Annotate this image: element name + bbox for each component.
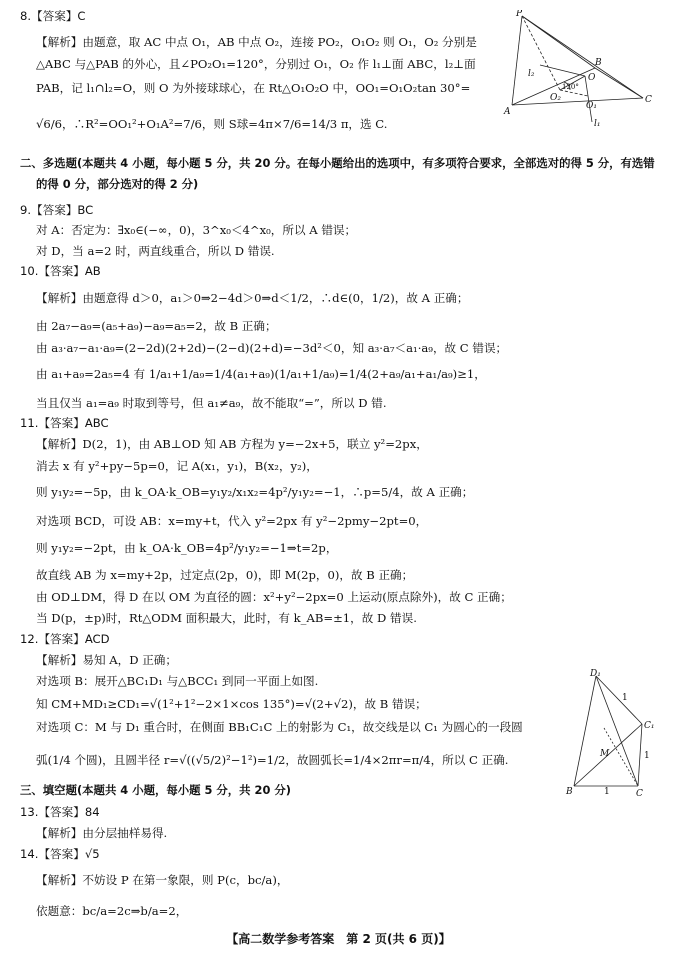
fig1-label-a: A [504,107,511,117]
q9-answer: 9.【答案】BC [20,203,94,217]
q14-analysis-line2: 依题意：bc/a=2c⇒b/a=2， [36,904,188,918]
q8-analysis-line3: PAB，记 l₁∩l₂=O，则 O 为外接球球心，在 Rt△O₁O₂O 中，OO₁=O₁O₂tan 30°= [36,81,471,95]
q10-answer: 10.【答案】AB [20,264,101,278]
q12-analysis-line3: 知 CM+MD₁≥CD₁=√(1²+1²−2×1×cos 135°)=√(2+√2)，故 B 错误； [36,697,427,711]
fig2-label-c1: C₁ [644,721,655,731]
q10-analysis-line3: 由 a₃·a₇−a₁·a₉=(2−2d)(2+2d)−(2−d)(2+d)=−3d²＜0，知 a₃·a₇＜a₁·a₉，故 C 错误； [36,341,508,355]
q11-analysis-line3: 则 y₁y₂=−5p，由 k_OA·k_OB=y₁y₂/x₁x₂=4p²/y₁y₂=−1，∴p=5/4，故 A 正确； [36,485,474,499]
q12-analysis-line1: 【解析】易知 A，D 正确； [36,653,177,667]
fig1-label-p: P [516,10,523,19]
fig1-label-l1: l₁ [594,119,601,129]
fig1-label-o: O [588,73,596,83]
q8-analysis-line4: √6/6，∴R²=OO₁²+O₁A²=7/6，则 S球=4π×7/6=14/3 π，选 C. [36,117,388,131]
page-footer: 【高二数学参考答案 第 2 页(共 6 页)】 [226,932,451,946]
fig1-label-o2: O₂ [550,93,561,103]
fig1-label-c: C [645,95,652,105]
q9-line2: 对 D，当 a=2 时，两直线重合，所以 D 错误. [36,244,275,258]
q13-answer: 13.【答案】84 [20,805,100,819]
figure-unfolded-triangles [560,668,670,798]
q10-analysis-line5: 当且仅当 a₁=a₉ 时取到等号，但 a₁≠a₉，故不能取“=”，所以 D 错. [36,396,387,410]
section-2-heading-line2: 的得 0 分，部分选对的得 2 分) [36,177,199,191]
q13-analysis: 【解析】由分层抽样易得. [36,826,168,840]
fig1-angle-label: 120° [562,83,579,91]
q14-answer: 14.【答案】√5 [20,847,100,861]
q12-analysis-line2: 对选项 B：展开△BC₁D₁ 与△BCC₁ 到同一平面上如图. [36,674,319,688]
q10-analysis-line2: 由 2a₇−a₉=(a₅+a₉)−a₉=a₅=2，故 B 正确； [36,319,277,333]
q14-analysis-line1: 【解析】不妨设 P 在第一象限，则 P(c，bc/a)， [36,873,289,887]
q11-analysis-line7: 由 OD⊥DM，得 D 在以 OM 为直径的圆：x²+y²−2px=0 上运动(原点除外)，故 C 正确； [36,590,512,604]
q12-answer: 12.【答案】ACD [20,632,110,646]
q12-analysis-line5: 弧(1/4 个圆)，且圆半径 r=√((√5/2)²−1²)=1/2，故圆弧长=1/4×2πr=π/4，所以 C 正确. [36,753,509,767]
fig2-label-edge1: 1 [622,693,628,703]
q11-analysis-line6: 故直线 AB 为 x=my+2p，过定点(2p，0)，即 M(2p，0)，故 B 正确； [36,568,414,582]
q11-analysis-line4: 对选项 BCD，可设 AB：x=my+t，代入 y²=2px 有 y²−2pmy−2pt=0， [36,514,428,528]
q11-analysis-line2: 消去 x 有 y²+py−5p=0，记 A(x₁，y₁)，B(x₂，y₂)， [36,459,318,473]
fig1-label-b: B [595,58,602,68]
q11-answer: 11.【答案】ABC [20,416,109,430]
q11-analysis-line5: 则 y₁y₂=−2pt，由 k_OA·k_OB=4p²/y₁y₂=−1⇒t=2p， [36,541,338,555]
q8-analysis-line1: 【解析】由题意，取 AC 中点 O₁，AB 中点 O₂，连接 PO₂，O₁O₂ 则 O₁，O₂ 分别是 [36,35,477,49]
fig1-label-l2: l₂ [528,69,535,79]
fig1-label-o1: O₁ [586,101,597,111]
fig2-label-edge2: 1 [644,751,650,761]
q12-analysis-line4: 对选项 C：M 与 D₁ 重合时，在侧面 BB₁C₁C 上的射影为 C₁，故交线是以 C₁ 为圆心的一段圆 [36,720,523,734]
figure-tetrahedron [500,10,660,130]
q10-analysis-line1: 【解析】由题意得 d＞0，a₁＞0⇒2−4d＞0⇒d＜1/2，∴d∈(0，1/2)，故 A 正确； [36,291,469,305]
q11-analysis-line8: 当 D(p，±p)时，Rt△ODM 面积最大，此时，有 k_AB=±1，故 D 错误. [36,611,417,625]
q10-analysis-line4: 由 a₁+a₉=2a₅=4 有 1/a₁+1/a₉=1/4(a₁+a₉)(1/a₁+1/a₉)=1/4(2+a₉/a₁+a₁/a₉)≥1， [36,367,486,381]
q11-analysis-line1: 【解析】D(2，1)，由 AB⊥OD 知 AB 方程为 y=−2x+5，联立 y²=2px， [36,437,428,451]
fig2-label-d1: D₁ [590,669,601,679]
q9-line1: 对 A：否定为：∃x₀∈(−∞，0)，3^x₀＜4^x₀，所以 A 错误； [36,223,357,237]
fig2-label-b: B [566,787,573,797]
fig2-label-m: M [600,749,610,759]
fig2-label-edge3: 1 [604,787,610,797]
q8-answer: 8.【答案】C [20,9,86,23]
section-3-heading: 三、填空题(本题共 4 小题，每小题 5 分，共 20 分) [20,783,291,797]
section-2-heading-line1: 二、多选题(本题共 4 小题，每小题 5 分，共 20 分。在每小题给出的选项中，有多项符合要求，全部选对的得 5 分，有选错 [20,156,655,170]
fig2-label-c: C [636,789,643,798]
q8-analysis-line2: △ABC 与△PAB 的外心，且∠PO₂O₁=120°，分别过 O₁，O₂ 作 l₁⊥面 ABC，l₂⊥面 [36,57,476,71]
